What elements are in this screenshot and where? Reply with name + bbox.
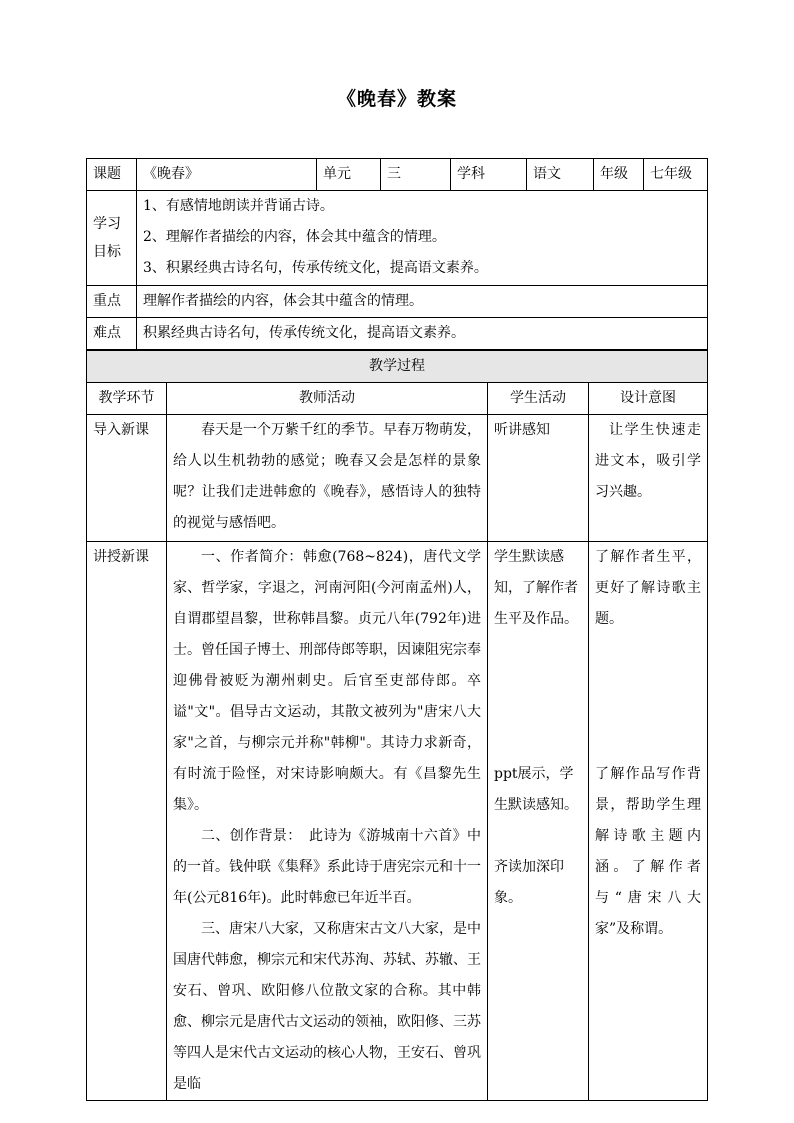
student-text: 齐读加深印象。	[494, 859, 564, 906]
lesson-header-row	[87, 159, 708, 191]
unit-label: 单元	[317, 159, 381, 191]
col-stage-header: 教学环节	[87, 383, 167, 415]
key-point-label: 重点	[87, 286, 137, 318]
page-title: 《晚春》教案	[336, 88, 457, 110]
goal-item: 2、理解作者描绘的内容，体会其中蕴含的情理。	[143, 229, 446, 245]
process-row-lecture	[87, 542, 708, 1101]
teaching-process-table	[86, 350, 708, 1101]
design-intent-cell	[589, 542, 708, 1101]
col-student-header: 学生活动	[488, 383, 589, 415]
topic-value: 《晚春》	[137, 159, 317, 191]
design-intent-cell	[589, 415, 708, 542]
teacher-paragraph: 三、唐宋八大家，又称唐宋古文八大家，是中国唐代韩愈，柳宗元和宋代苏洵、苏轼、苏辙、王安石、曾巩、欧阳修八位散文家的合称。其中韩愈、柳宗元是唐代古文运动的领袖，欧阳修、三苏等四人是宋代古文运动的核心人物，王安石、曾巩是临	[173, 921, 481, 1092]
goal-item: 3、积累经典古诗名句，传承传统文化，提高语文素养。	[143, 260, 488, 276]
col-teacher-header: 教师活动	[167, 383, 488, 415]
grade-label: 年级	[594, 159, 644, 191]
process-heading: 教学过程	[87, 351, 708, 383]
process-heading-row	[87, 351, 708, 383]
topic-label: 课题	[87, 159, 137, 191]
intent-text: 了解作品写作背景，帮助学生理解诗歌主题内涵。了解作者与“唐宋八大家”及称谓。	[595, 766, 701, 937]
difficulty-label: 难点	[87, 318, 137, 350]
process-column-headers	[87, 383, 708, 415]
student-text: 听讲感知	[494, 422, 550, 438]
key-point-row	[87, 286, 708, 318]
goals-row	[87, 191, 708, 286]
student-text: 学生默读感知，了解作者生平及作品。	[494, 549, 578, 627]
teacher-paragraph: 二、创作背景： 此诗为《游城南十六首》中的一首。钱仲联《集释》系此诗于唐宪宗元和十一年(公元816年)。此时韩愈已年近半百。	[173, 828, 481, 906]
difficulty-row	[87, 318, 708, 350]
student-activity-cell	[488, 415, 589, 542]
stage-cell: 讲授新课	[87, 542, 167, 1101]
subject-value: 语文	[527, 159, 594, 191]
lesson-info-table	[86, 158, 708, 350]
unit-value: 三	[381, 159, 451, 191]
goals-label: 学习目标	[87, 191, 137, 286]
student-text: ppt展示，学生默读感知。	[494, 766, 578, 813]
teacher-activity-cell	[167, 415, 488, 542]
student-activity-cell	[488, 542, 589, 1101]
key-point-value: 理解作者描绘的内容，体会其中蕴含的情理。	[137, 286, 708, 318]
subject-label: 学科	[451, 159, 527, 191]
stage-cell: 导入新课	[87, 415, 167, 542]
intent-text: 让学生快速走进文本，吸引学习兴趣。	[595, 422, 701, 500]
goals-list	[137, 191, 708, 286]
intent-text: 了解作者生平，更好了解诗歌主题。	[595, 549, 701, 627]
difficulty-value: 积累经典古诗名句，传承传统文化，提高语文素养。	[137, 318, 708, 350]
col-intent-header: 设计意图	[589, 383, 708, 415]
teacher-activity-cell	[167, 542, 488, 1101]
process-row-intro	[87, 415, 708, 542]
teacher-paragraph: 一、作者简介：韩愈(768~824)，唐代文学家、哲学家，字退之，河南河阳(今河南孟州)人，自谓郡望昌黎，世称韩昌黎。贞元八年(792年)进士。曾任国子博士、刑部侍郎等职，因谏阻宪宗奉迎佛骨被贬为潮州刺史。后官至吏部侍郎。卒谥"文"。倡导古文运动，其散文被列为"唐宋八大家"之首，与柳宗元并称"韩柳"。其诗力求新奇，有时流于险怪，对宋诗影响颇大。有《昌黎先生集》。	[173, 549, 481, 813]
grade-value: 七年级	[644, 159, 708, 191]
goal-item: 1、有感情地朗读并背诵古诗。	[143, 198, 334, 214]
teacher-paragraph: 春天是一个万紫千红的季节。早春万物萌发，给人以生机勃勃的感觉；晚春又会是怎样的景象呢？让我们走进韩愈的《晚春》，感悟诗人的独特的视觉与感悟吧。	[173, 422, 481, 531]
